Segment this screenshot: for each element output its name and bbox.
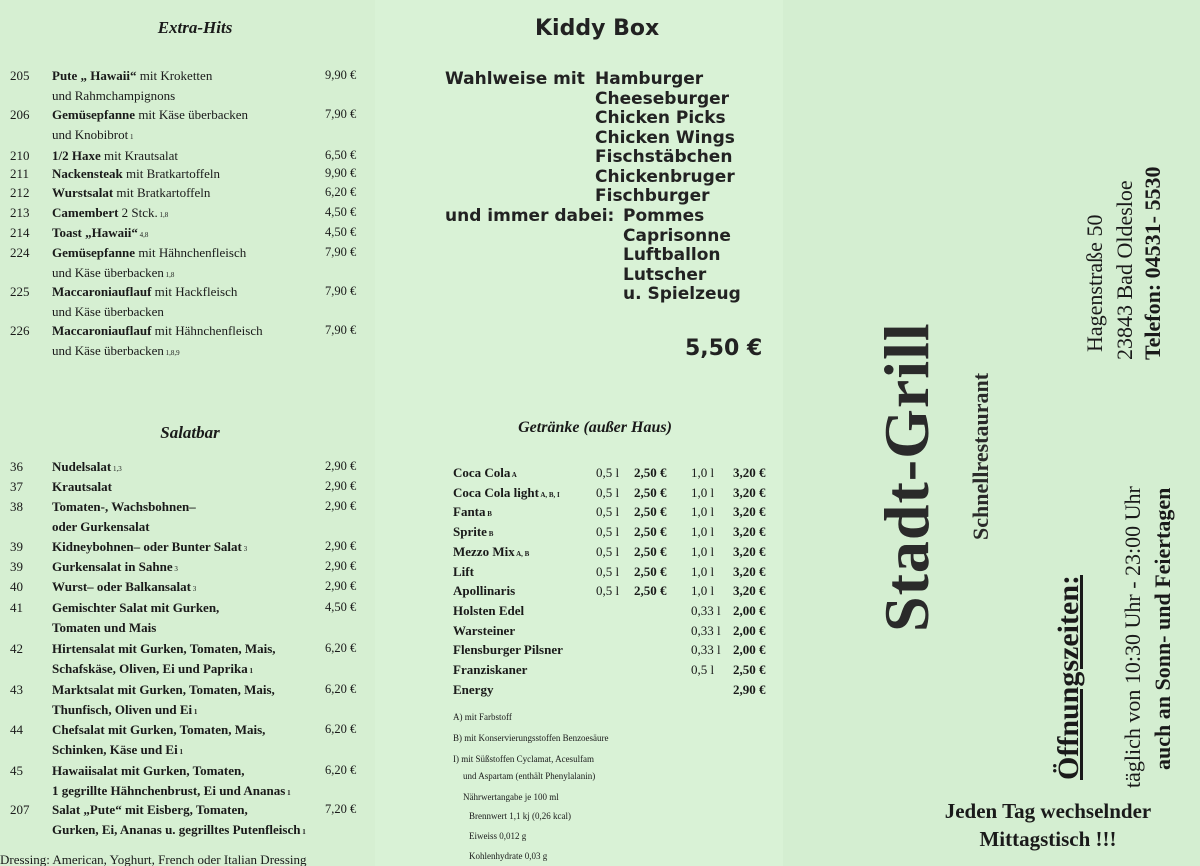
drink-additive-note: B <box>485 510 492 519</box>
item-description <box>52 477 322 497</box>
item-description <box>52 680 322 722</box>
daily-special-banner <box>903 797 1193 853</box>
item-name: Hirtensalat mit Gurken, Tomaten, Mais, <box>52 641 276 656</box>
item-detail-line2: Gurken, Ei, Ananas u. gegrilltes Putenfleisch <box>52 821 301 837</box>
item-additive-note: 1 <box>285 788 291 797</box>
item-number: 213 <box>10 205 30 220</box>
item-description <box>52 800 322 842</box>
kiddy-always-item: Pommes <box>623 206 705 226</box>
item-name: Nackensteak <box>52 166 123 181</box>
item-line <box>52 577 322 600</box>
drink-row <box>453 623 783 643</box>
drink-price-small: 2,50 € <box>634 504 667 520</box>
opening-hours-daily: täglich von 10:30 Uhr - 23:00 Uhr <box>1120 486 1145 788</box>
drink-footnote: B) mit Konservierungsstoffen Benzoesäure <box>453 733 609 743</box>
drink-name-text: Sprite <box>453 524 487 540</box>
item-name: Maccaroniauflauf <box>52 284 152 299</box>
item-detail-line2: 1 gegrillte Hähnchenbrust, Ei und Ananas <box>52 782 286 798</box>
item-detail-line2: Schafskäse, Oliven, Ei und Paprika <box>52 660 248 676</box>
item-name: Maccaroniauflauf <box>52 323 152 338</box>
item-line <box>52 282 322 302</box>
item-line <box>52 761 322 781</box>
drink-price-small: 2,50 € <box>634 524 667 540</box>
drink-size-large: 0,33 l <box>691 622 721 638</box>
item-number: 45 <box>10 763 23 778</box>
item-name: Kidneybohnen– oder Bunter Salat <box>52 539 242 554</box>
item-number: 37 <box>10 479 23 494</box>
drink-name <box>453 564 474 580</box>
item-description <box>52 639 322 681</box>
item-number: 39 <box>10 539 23 554</box>
item-line <box>52 680 322 700</box>
drink-price-small: 2,50 € <box>634 484 667 500</box>
item-number: 214 <box>10 225 30 240</box>
kiddy-choice-item: Fischburger <box>595 186 710 206</box>
item-line <box>52 618 322 638</box>
opening-hours-holidays: auch an Sonn- und Feiertagen <box>1150 487 1175 770</box>
drink-size-small: 0,5 l <box>596 583 620 599</box>
item-detail-line2: Tomaten und Mais <box>52 619 157 635</box>
drink-name-text: Coca Cola light <box>453 484 539 500</box>
kiddy-always-item: Caprisonne <box>623 225 731 246</box>
item-price: 6,20 € <box>325 185 357 199</box>
item-price: 6,50 € <box>325 148 357 162</box>
item-price: 7,90 € <box>325 284 357 298</box>
drink-row <box>453 603 783 623</box>
item-additive-note: 3 <box>190 585 197 593</box>
drink-name <box>453 623 515 639</box>
item-description <box>52 321 322 363</box>
item-line <box>52 321 322 341</box>
middle-panel <box>375 0 783 866</box>
drink-row <box>453 465 783 485</box>
item-name: Marktsalat mit Gurken, Tomaten, Mais, <box>52 682 275 697</box>
drink-row <box>453 524 783 544</box>
drink-name <box>453 603 524 619</box>
item-name: 1/2 Haxe <box>52 148 101 163</box>
drink-price-large: 2,00 € <box>733 642 766 658</box>
item-description <box>52 761 322 803</box>
drink-price-large: 3,20 € <box>733 563 766 579</box>
item-price: 4,50 € <box>325 205 357 219</box>
extra-hits-title: Extra-Hits <box>157 18 233 37</box>
item-name: Hawaiisalat mit Gurken, Tomaten, <box>52 763 245 778</box>
address-city: 23843 Bad Oldesloe <box>1112 180 1137 360</box>
drink-row <box>453 544 783 564</box>
item-price: 6,20 € <box>325 641 357 655</box>
item-line <box>52 164 322 184</box>
drink-footnote: Eiweiss 0,012 g <box>469 831 527 841</box>
drink-row <box>453 485 783 505</box>
item-description <box>52 598 322 637</box>
item-number: 205 <box>10 68 30 83</box>
drink-price-large: 3,20 € <box>733 484 766 500</box>
kiddy-always-item: Luftballon <box>623 245 721 265</box>
drink-price-small: 2,50 € <box>634 583 667 599</box>
item-additive-note: 1 <box>177 747 183 756</box>
kiddy-choice-item: Chicken Wings <box>595 127 735 148</box>
item-additive-note: 4,8 <box>137 231 149 239</box>
restaurant-type: Schnellrestaurant <box>968 372 993 540</box>
item-price: 2,90 € <box>325 579 357 593</box>
drink-size-large: 0,5 l <box>691 662 715 677</box>
drink-name-text: Franziskaner <box>453 662 528 677</box>
drink-name <box>453 682 493 698</box>
drink-name <box>453 583 515 599</box>
item-line <box>52 183 322 203</box>
item-name: Gemüsepfanne <box>52 245 136 260</box>
item-additive-note: 1,3 <box>111 465 122 473</box>
item-description <box>52 282 322 321</box>
drink-price-small: 2,50 € <box>634 543 667 559</box>
item-line <box>52 740 322 763</box>
item-name: Krautsalat <box>52 479 112 494</box>
item-description <box>52 66 322 105</box>
item-name: Nudelsalat <box>52 459 112 474</box>
item-detail: mit Bratkartoffeln <box>122 166 221 181</box>
drink-name <box>453 485 560 501</box>
item-name: Wurst– oder Balkansalat <box>52 579 191 594</box>
drink-additive-note: B <box>486 530 494 539</box>
kiddy-choice-item: Chicken Picks <box>595 108 726 128</box>
item-additive-note: 1,8 <box>157 211 169 219</box>
item-name: Gurkensalat in Sahne <box>52 559 173 574</box>
kiddy-choice-item: Cheeseburger <box>595 88 730 109</box>
item-number: 38 <box>10 499 23 514</box>
drink-size-small: 0,5 l <box>596 563 620 579</box>
drink-price-large: 2,90 € <box>733 681 766 697</box>
restaurant-name: Stadt-Grill <box>871 322 942 632</box>
drink-footnote: Brennwert 1,1 kj (0,26 kcal) <box>469 811 571 821</box>
address-street: Hagenstraße 50 <box>1082 214 1107 352</box>
item-description <box>52 146 322 166</box>
drink-footnote: Nährwertangabe je 100 ml <box>463 792 559 802</box>
left-panel <box>0 0 375 866</box>
drink-size-large: 1,0 l <box>691 583 715 599</box>
drink-size-small: 0,5 l <box>596 524 620 540</box>
item-description <box>52 497 322 536</box>
drink-name-text: Apollinaris <box>453 583 516 599</box>
opening-hours-title: Öffnungszeiten: <box>1052 575 1085 780</box>
drink-price-large: 2,00 € <box>733 602 766 618</box>
item-additive-note: 1,8,9 <box>163 348 180 357</box>
drink-price-large: 2,00 € <box>733 622 766 638</box>
kiddy-intro: Wahlweise mit <box>445 69 585 89</box>
item-price: 6,20 € <box>325 763 357 777</box>
item-additive-note: 3 <box>172 565 178 573</box>
item-line <box>52 243 322 263</box>
item-detail: mit Krautsalat <box>100 148 179 163</box>
drink-name-text: Energy <box>453 681 494 697</box>
item-number: 224 <box>10 245 30 260</box>
item-name: Chefsalat mit Gurken, Tomaten, Mais, <box>52 722 266 737</box>
item-detail: mit Hähnchenfleisch <box>151 323 263 338</box>
item-price: 7,20 € <box>325 802 357 816</box>
drink-price-small: 2,50 € <box>634 563 667 579</box>
drink-price-large: 3,20 € <box>733 524 766 540</box>
item-price: 7,90 € <box>325 107 357 121</box>
item-number: 206 <box>10 107 30 122</box>
kiddy-price: 5,50 € <box>685 336 763 361</box>
drink-name <box>453 642 563 658</box>
item-additive-note: 1 <box>192 707 198 716</box>
item-line <box>52 659 322 682</box>
item-number: 42 <box>10 641 23 656</box>
item-line <box>52 800 322 820</box>
drink-size-small: 0,5 l <box>596 504 620 520</box>
drink-size-large: 1,0 l <box>691 563 715 579</box>
drink-name-text: Lift <box>453 563 474 579</box>
item-detail: mit Bratkartoffeln <box>113 185 211 200</box>
item-price: 2,90 € <box>325 479 357 493</box>
drink-row <box>453 564 783 584</box>
kiddy-always-label: und immer dabei: <box>445 206 615 226</box>
drink-price-large: 3,20 € <box>733 465 766 480</box>
drink-row <box>453 662 783 682</box>
item-name: Toast „Hawaii“ <box>52 225 138 240</box>
dressing-note: Dressing: American, Yoghurt, French oder Italian Dressing <box>0 852 307 866</box>
drink-name-text: Warsteiner <box>453 622 516 638</box>
item-name: Salat „Pute“ mit Eisberg, Tomaten, <box>52 802 248 817</box>
item-number: 40 <box>10 579 23 594</box>
drinks-title: Getränke (außer Haus) <box>518 419 672 436</box>
item-line <box>52 639 322 659</box>
item-description <box>52 720 322 762</box>
item-number: 41 <box>10 600 23 615</box>
item-description <box>52 164 322 184</box>
drink-footnote: Kohlenhydrate 0,03 g <box>469 851 548 861</box>
item-additive-note: 1 <box>247 666 254 675</box>
drink-price-large: 3,20 € <box>733 583 766 599</box>
item-detail: mit Kroketten <box>136 68 213 83</box>
drink-name <box>453 662 527 678</box>
kiddy-always-item: Lutscher <box>623 264 707 285</box>
item-additive-note: 1,8 <box>163 270 175 279</box>
item-line <box>52 497 322 517</box>
drink-name-text: Mezzo Mix <box>453 543 515 559</box>
item-price: 4,50 € <box>325 225 357 239</box>
item-name: Wurstsalat <box>52 185 114 200</box>
kiddy-choice-item: Chickenbruger <box>595 166 735 187</box>
drink-name-text: Coca Cola <box>453 465 511 480</box>
item-line <box>52 125 322 148</box>
item-name: Gemischter Salat mit Gurken, <box>52 600 220 615</box>
drink-name-text: Fanta <box>453 504 486 520</box>
item-detail-line2: und Käse überbacken <box>52 303 164 319</box>
item-detail-line2: und Käse überbacken <box>52 264 164 280</box>
item-additive-note: 3 <box>241 545 248 553</box>
item-line <box>52 302 322 322</box>
item-number: 39 <box>10 559 23 574</box>
item-price: 7,90 € <box>325 245 357 259</box>
drink-size-large: 1,0 l <box>691 484 715 500</box>
item-line <box>52 820 322 843</box>
drink-name-text: Flensburger Pilsner <box>453 642 563 658</box>
drink-name <box>453 524 493 540</box>
item-name: Gemüsepfanne <box>52 107 136 122</box>
drink-name <box>453 544 529 560</box>
item-detail-line2: Schinken, Käse und Ei <box>52 741 178 757</box>
item-price: 6,20 € <box>325 722 357 736</box>
item-detail-line2: und Knobibrot <box>52 126 129 142</box>
kiddy-choice-item: Hamburger <box>595 69 704 89</box>
drink-footnote: I) mit Süßstoffen Cyclamat, Acesulfam <box>453 754 595 764</box>
drink-name <box>453 465 517 481</box>
item-price: 2,90 € <box>325 499 357 513</box>
item-line <box>52 146 322 166</box>
daily-special-line1: Jeden Tag wechselnder <box>944 799 1152 823</box>
drink-size-small: 0,5 l <box>596 465 620 480</box>
item-detail-line2: oder Gurkensalat <box>52 518 150 534</box>
item-detail-line2: und Käse überbacken <box>52 342 164 358</box>
item-line <box>52 720 322 740</box>
drink-row <box>453 682 783 702</box>
item-number: 207 <box>10 802 30 817</box>
item-detail: mit Hackfleisch <box>151 284 238 299</box>
drink-size-large: 1,0 l <box>691 465 715 480</box>
item-name: Camembert <box>52 205 119 220</box>
item-line <box>52 477 322 497</box>
item-line <box>52 517 322 537</box>
item-number: 212 <box>10 185 30 200</box>
drink-additive-note: A, B <box>514 549 530 558</box>
item-detail: mit Käse überbacken <box>135 107 249 122</box>
item-line <box>52 700 322 723</box>
item-price: 6,20 € <box>325 682 357 696</box>
drink-size-small: 0,5 l <box>596 543 620 559</box>
item-price: 2,90 € <box>325 539 357 553</box>
item-line <box>52 598 322 618</box>
drink-name-text: Holsten Edel <box>453 602 525 618</box>
drink-size-large: 1,0 l <box>691 524 715 540</box>
item-description <box>52 577 322 600</box>
drink-size-large: 0,33 l <box>691 602 721 618</box>
item-additive-note: 1 <box>300 827 306 836</box>
drink-price-large: 2,50 € <box>733 662 766 677</box>
drink-size-large: 0,33 l <box>691 642 721 658</box>
item-name: Pute „ Hawaii“ <box>52 68 137 83</box>
item-number: 43 <box>10 682 23 697</box>
item-number: 226 <box>10 323 30 338</box>
item-detail-line2: Thunfisch, Oliven und Ei <box>52 701 193 717</box>
item-line <box>52 66 322 86</box>
item-line <box>52 86 322 106</box>
item-detail: mit Hähnchenfleisch <box>135 245 247 260</box>
drink-price-small: 2,50 € <box>634 465 667 480</box>
item-line <box>52 341 322 364</box>
drink-price-large: 3,20 € <box>733 543 766 559</box>
item-description <box>52 105 322 147</box>
item-description <box>52 183 322 203</box>
item-number: 210 <box>10 148 30 163</box>
kiddy-box-title: Kiddy Box <box>535 16 660 41</box>
item-number: 225 <box>10 284 30 299</box>
kiddy-always-item: u. Spielzeug <box>623 284 741 304</box>
item-price: 9,90 € <box>325 68 357 82</box>
drink-row <box>453 583 783 603</box>
daily-special-line2: Mittagstisch !!! <box>979 827 1117 851</box>
drink-name <box>453 504 492 520</box>
drink-additive-note: A, B, I <box>538 490 560 499</box>
drink-size-large: 1,0 l <box>691 543 715 559</box>
drink-size-small: 0,5 l <box>596 484 620 500</box>
kiddy-choice-item: Fischstäbchen <box>595 147 733 167</box>
drink-additive-note: A <box>510 471 517 479</box>
item-price: 4,50 € <box>325 600 357 614</box>
salatbar-title: Salatbar <box>160 423 220 442</box>
drink-size-large: 1,0 l <box>691 504 715 520</box>
drink-row <box>453 504 783 524</box>
item-number: 44 <box>10 722 23 737</box>
item-description <box>52 243 322 285</box>
drink-footnote: und Aspartam (enthält Phenylalanin) <box>463 771 596 781</box>
item-number: 36 <box>10 459 23 474</box>
item-price: 9,90 € <box>325 166 357 180</box>
item-price: 2,90 € <box>325 559 357 573</box>
item-price: 7,90 € <box>325 323 357 337</box>
item-detail: 2 Stck. <box>118 205 158 220</box>
phone-number: Telefon: 04531- 5530 <box>1140 166 1165 360</box>
drink-footnote: A) mit Farbstoff <box>453 712 512 722</box>
item-line <box>52 105 322 125</box>
item-name: Tomaten-, Wachsbohnen– <box>52 499 196 514</box>
item-detail-line2: und Rahmchampignons <box>52 87 176 103</box>
item-additive-note: 1 <box>128 132 134 141</box>
drink-price-large: 3,20 € <box>733 504 766 520</box>
item-number: 211 <box>10 166 30 181</box>
drink-row <box>453 642 783 662</box>
item-price: 2,90 € <box>325 459 357 473</box>
